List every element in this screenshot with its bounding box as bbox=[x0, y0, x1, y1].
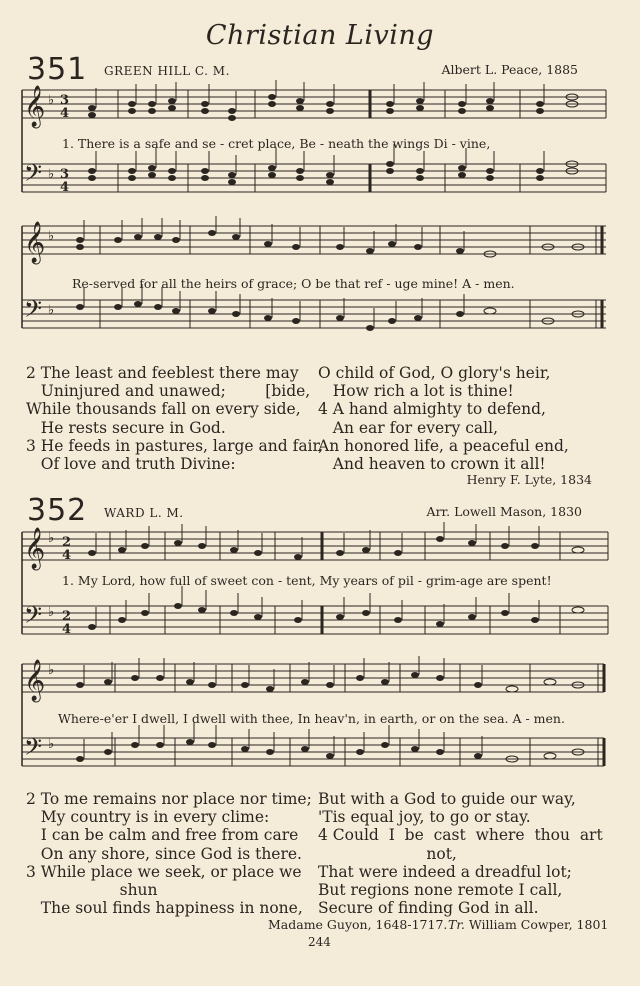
svg-text:♭: ♭ bbox=[48, 663, 55, 678]
hymn-352-tune: WARD L. M. bbox=[104, 506, 184, 520]
hymn-351-composer: Albert L. Peace, 1885 bbox=[441, 62, 578, 77]
hymn-351-number: 351 bbox=[27, 52, 88, 87]
svg-text:♭: ♭ bbox=[48, 167, 55, 182]
hymn-352-number: 352 bbox=[27, 493, 88, 528]
hymn-352-verses-right: But with a God to guide our way, 'Tis equal joy, to go or stay. 4 Could I be cast where thou art not, That were indeed a dreadful lot; But regions none remote I call, Secure of finding God in all. bbox=[318, 790, 603, 918]
hymn-352-translator-line bbox=[448, 917, 608, 932]
svg-text:2: 2 bbox=[62, 535, 72, 550]
svg-text:4: 4 bbox=[62, 548, 72, 563]
translator-prefix: Tr. bbox=[448, 917, 465, 932]
svg-text:4: 4 bbox=[60, 106, 70, 121]
hymn-351-verses-right: O child of God, O glory's heir, How rich a lot is thine! 4 A hand almighty to defend, An ear for every call, An honored life, a peaceful end, And heaven to crown it all! bbox=[318, 364, 569, 474]
svg-text:♭: ♭ bbox=[48, 737, 55, 752]
svg-text:♭: ♭ bbox=[48, 303, 55, 318]
hymn-352-author: Madame Guyon, 1648-1717. bbox=[268, 917, 448, 932]
hymn-352-verses-left: 2 To me remains nor place nor time; My country is in every clime: I can be calm and free from care On any shore, since God is there. 3 While place we seek, or place we shun The soul finds happiness in none, bbox=[26, 790, 312, 918]
svg-text:𝄞: 𝄞 bbox=[24, 222, 46, 263]
hymn-352-lyric-line-1: 1. My Lord, how full of sweet con - tent, My years of pil - grim-age are spent! bbox=[62, 573, 552, 588]
page-number: 244 bbox=[308, 935, 331, 949]
hymn-351-lyric-line-1: 1. There is a safe and se - cret place, Be - neath the wings Di - vine, bbox=[62, 136, 491, 151]
hymn-352-lyric-line-2: Where-e'er I dwell, I dwell with thee, In heav'n, in earth, or on the sea. A - men. bbox=[58, 711, 565, 726]
hymn-351-author: Henry F. Lyte, 1834 bbox=[466, 472, 592, 487]
svg-text:𝄢: 𝄢 bbox=[24, 733, 43, 766]
hymn-351-verses-left: 2 The least and feeblest there may Uninjured and unawed; [bide, While thousands fall on every side, He rests secure in God. 3 He feeds in pastures, large and fair, Of love and truth Divine: bbox=[26, 364, 324, 474]
svg-text:𝄢: 𝄢 bbox=[24, 295, 43, 328]
svg-text:𝄞: 𝄞 bbox=[24, 528, 46, 569]
svg-text:4: 4 bbox=[60, 180, 70, 195]
svg-text:♭: ♭ bbox=[48, 229, 55, 244]
svg-text:♭: ♭ bbox=[48, 93, 55, 108]
svg-text:𝄢: 𝄢 bbox=[24, 159, 43, 192]
svg-text:4: 4 bbox=[62, 622, 72, 637]
svg-text:𝄢: 𝄢 bbox=[24, 601, 43, 634]
svg-text:𝄞: 𝄞 bbox=[24, 86, 46, 127]
svg-text:♭: ♭ bbox=[48, 531, 55, 546]
page-header: Christian Living bbox=[205, 20, 435, 51]
hymn-352-composer: Arr. Lowell Mason, 1830 bbox=[426, 504, 582, 519]
svg-text:2: 2 bbox=[62, 609, 72, 624]
hymn-351-tune: GREEN HILL C. M. bbox=[104, 64, 230, 78]
svg-text:♭: ♭ bbox=[48, 605, 55, 620]
svg-text:3: 3 bbox=[60, 93, 70, 108]
svg-text:𝄞: 𝄞 bbox=[24, 660, 46, 701]
svg-text:3: 3 bbox=[60, 167, 70, 182]
hymn-352-translator: William Cowper, 1801 bbox=[468, 917, 609, 932]
hymn-351-lyric-line-2: Re-served for all the heirs of grace; O be that ref - uge mine! A - men. bbox=[72, 276, 515, 291]
